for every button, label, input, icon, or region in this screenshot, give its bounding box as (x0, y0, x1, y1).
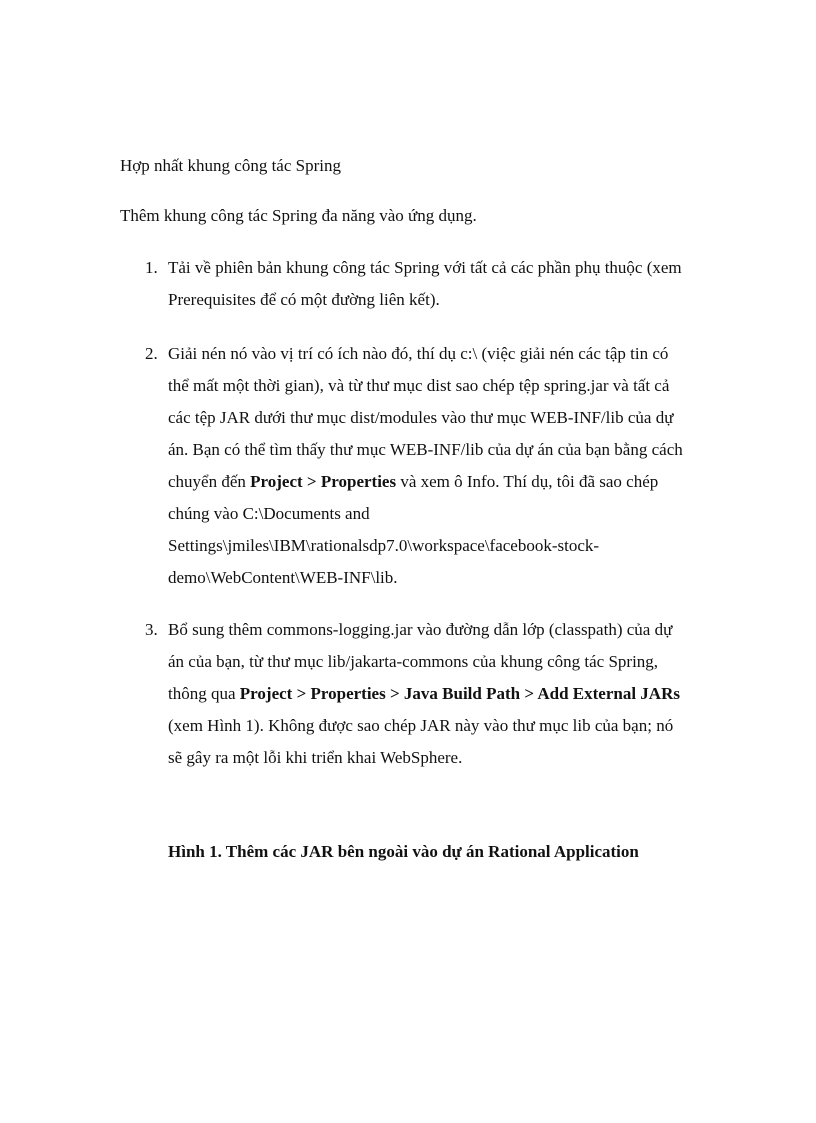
menu-path-bold: Project > Properties > Java Build Path > Add External JARs (239, 684, 680, 703)
step-body (168, 620, 708, 780)
menu-path-bold: Project > Properties (250, 472, 397, 491)
intro-paragraph: Thêm khung công tác Spring đa năng vào ứng dụng. (120, 206, 477, 225)
step-text-line: án của bạn, từ thư mục lib/jakarta-commons của khung công tác Spring, (168, 652, 659, 671)
step-number: 3. (145, 620, 158, 639)
step-number: 1. (145, 258, 158, 277)
step-text-line: thể mất một thời gian), và từ thư mục dist sao chép tệp spring.jar và tất cả (168, 376, 670, 395)
step-text-line: Bổ sung thêm commons-logging.jar vào đường dẫn lớp (classpath) của dự (168, 620, 673, 639)
step-body (168, 258, 708, 322)
step-text-fragment: thông qua (168, 684, 240, 703)
step-body (168, 344, 708, 600)
step-text-fragment: chuyển đến (168, 472, 251, 491)
step-text-line: các tệp JAR dưới thư mục dist/modules vào thư mục WEB-INF/lib của dự (168, 408, 674, 427)
step-text-line: sẽ gây ra một lỗi khi triển khai WebSphere. (168, 748, 463, 767)
step-text-line: demo\WebContent\WEB-INF\lib. (168, 568, 398, 587)
figure-caption: Hình 1. Thêm các JAR bên ngoài vào dự án Rational Application (168, 842, 639, 861)
step-text-line: Giải nén nó vào vị trí có ích nào đó, thí dụ c:\ (việc giải nén các tập tin có (168, 344, 669, 363)
step-text-line: (xem Hình 1). Không được sao chép JAR này vào thư mục lib của bạn; nó (168, 716, 674, 735)
step-number: 2. (145, 344, 158, 363)
step-text-line: Settings\jmiles\IBM\rationalsdp7.0\workspace\facebook-stock- (168, 536, 600, 555)
step-text-line: án. Bạn có thể tìm thấy thư mục WEB-INF/lib của dự án của bạn bằng cách (168, 440, 683, 459)
step-text-line: chúng vào C:\Documents and (168, 504, 370, 523)
step-text-line (168, 472, 708, 504)
step-text-line: Prerequisites để có một đường liên kết). (168, 290, 440, 309)
step-text-line (168, 684, 708, 716)
step-text-line: Tải về phiên bản khung công tác Spring với tất cả các phần phụ thuộc (xem (168, 258, 682, 277)
section-heading: Hợp nhất khung công tác Spring (120, 156, 341, 175)
step-text-fragment: và xem ô Info. Thí dụ, tôi đã sao chép (396, 472, 659, 491)
